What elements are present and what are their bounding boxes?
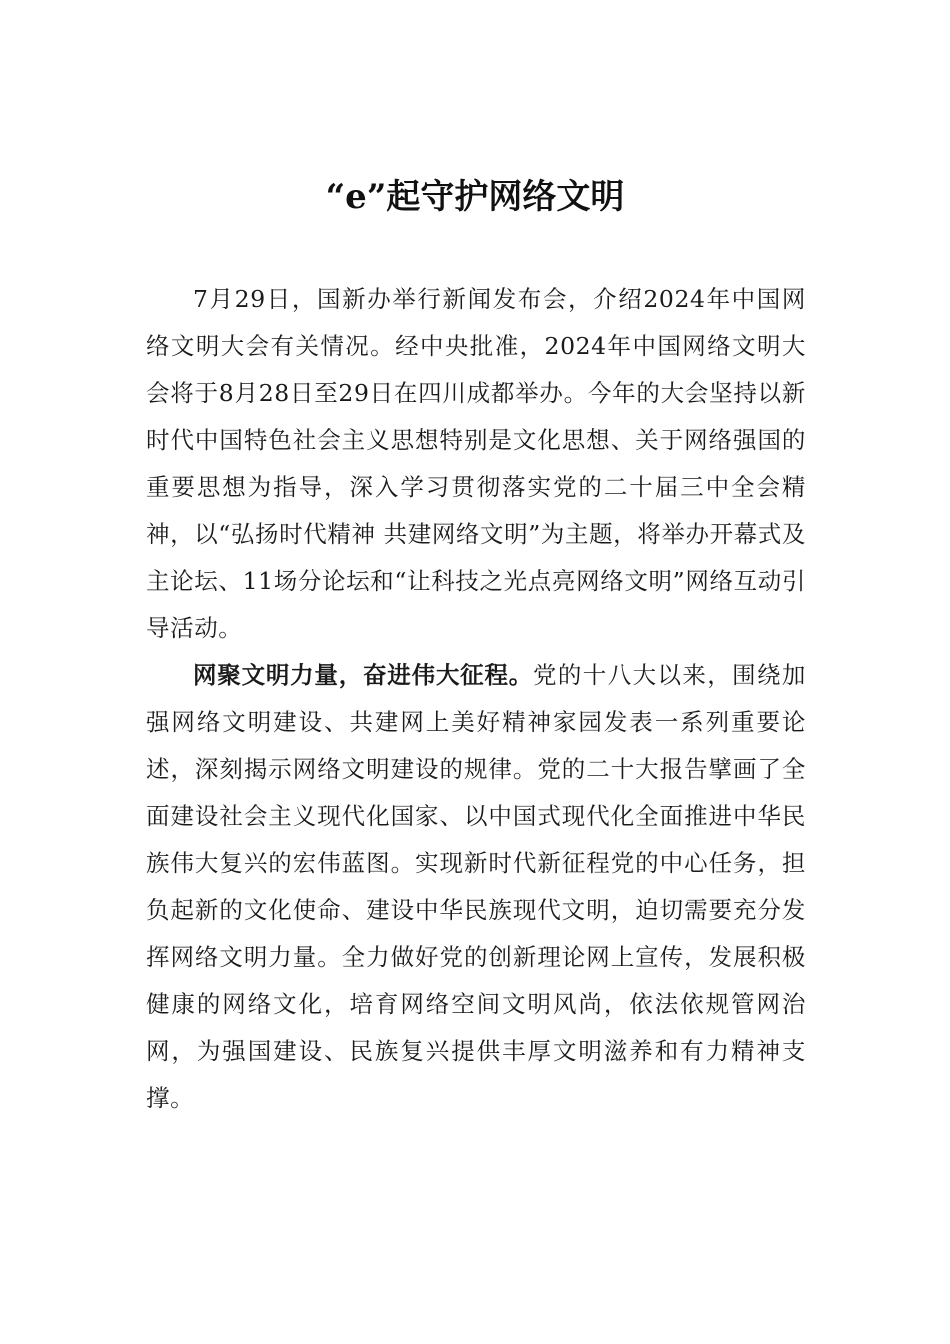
paragraph-2: [146, 652, 806, 1122]
paragraph-1: [146, 276, 806, 652]
paragraph-2-text: 党的十八大以来，围绕加强网络文明建设、共建网上美好精神家园发表一系列重要论述，深刻揭示网络文明建设的规律。党的二十大报告擘画了全面建设社会主义现代化国家、以中国式现代化全面推进中华民族伟大复兴的宏伟蓝图。实现新时代新征程党的中心任务，担负起新的文化使命、建设中华民族现代文明，迫切需要充分发挥网络文明力量。全力做好党的创新理论网上宣传，发展积极健康的网络文化，培育网络空间文明风尚，依法依规管网治网，为强国建设、民族复兴提供丰厚文明滋养和有力精神支撑。: [146, 661, 807, 1112]
paragraph-2-lead-sentence: 网聚文明力量，奋进伟大征程。: [193, 661, 534, 689]
document-body: [146, 276, 806, 1122]
paragraph-1-text: 7月29日，国新办举行新闻发布会，介绍2024年中国网络文明大会有关情况。经中央批准，2024年中国网络文明大会将于8月28日至29日在四川成都举办。今年的大会坚持以新时代中国特色社会主义思想特别是文化思想、关于网络强国的重要思想为指导，深入学习贯彻落实党的二十届三中全会精神，以“弘扬时代精神 共建网络文明”为主题，将举办开幕式及主论坛、11场分论坛和“让科技之光点亮网络文明”网络互动引导活动。: [146, 285, 806, 642]
document-title: “e”起守护网络文明: [325, 177, 625, 217]
